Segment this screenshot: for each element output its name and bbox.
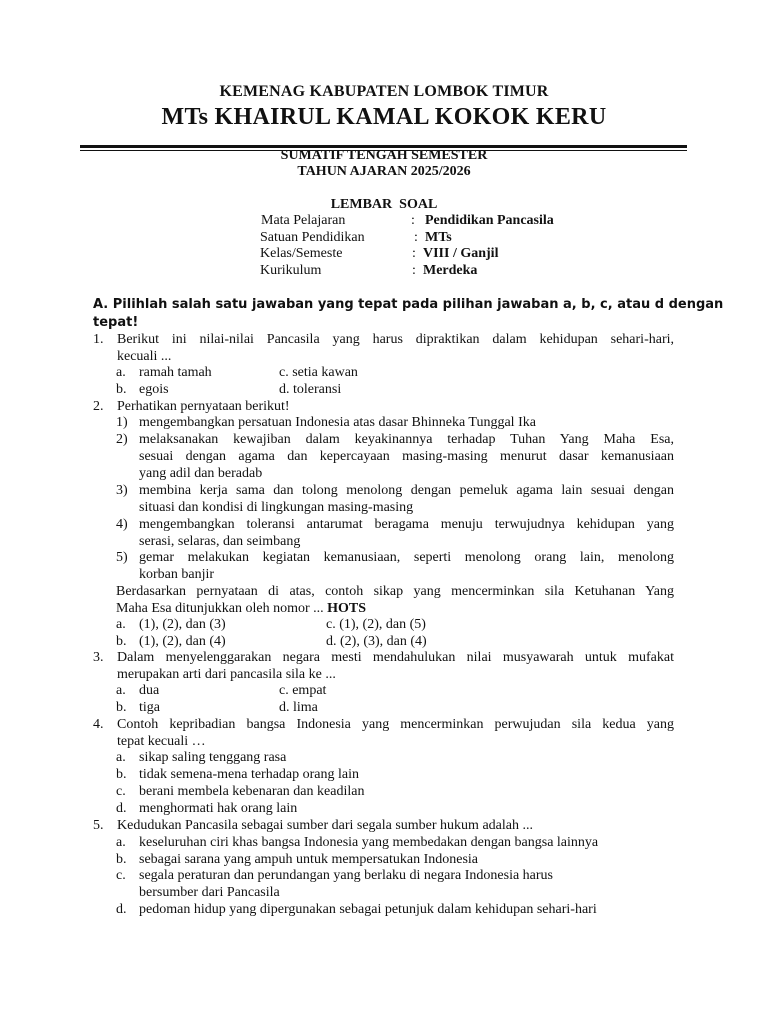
info-key: Satuan Pendidikan: [260, 230, 365, 245]
statement-line: situasi dan kondisi di lingkungan masing-masing: [139, 500, 414, 515]
question-line: Contoh kepribadian bangsa Indonesia yang mencerminkan perwujudan sila kedua yang: [117, 717, 674, 732]
info-key: Mata Pelajaran: [261, 213, 346, 228]
option-text: (1), (2), dan (3): [139, 617, 226, 632]
option-letter: a.: [116, 835, 126, 850]
question-number: 1.: [93, 332, 104, 347]
option-text: keseluruhan ciri khas bangsa Indonesia yang membedakan dengan bangsa lainnya: [139, 835, 599, 850]
statement-line: gemar melakukan kegiatan kemanusiaan, seperti menolong orang lain, menolong: [139, 550, 674, 565]
statement-line: serasi, selaras, dan seimbang: [139, 534, 301, 549]
option-letter: a.: [116, 365, 126, 380]
stem-line: Berdasarkan pernyataan di atas, contoh sikap yang mencerminkan sila Ketuhanan Yang: [116, 584, 674, 599]
info-value: MTs: [425, 230, 452, 245]
q1-option-c[interactable]: c. setia kawan: [279, 365, 358, 380]
question-text: Kedudukan Pancasila sebagai sumber dari segala sumber hukum adalah ...: [117, 818, 533, 833]
q2-option-c[interactable]: c. (1), (2), dan (5): [326, 617, 426, 632]
hots-label: HOTS: [327, 601, 367, 616]
question-number: 2.: [93, 399, 104, 414]
option-letter: a.: [116, 750, 126, 765]
option-text: egois: [139, 382, 169, 397]
option-letter: a.: [116, 683, 126, 698]
q3-option-c[interactable]: c. empat: [279, 683, 327, 698]
statement-number: 1): [116, 415, 128, 430]
statement-number: 3): [116, 483, 128, 498]
statement-line: sesuai dengan agama dan kepercayaan masing-masing menurut dasar kemanusiaan: [139, 449, 674, 464]
q1-option-d[interactable]: d. toleransi: [279, 382, 342, 397]
question-line: Dalam menyelenggarakan negara mesti mendahulukan nilai musyawarah untuk mufakat: [117, 650, 674, 665]
option-line: segala peraturan dan perundangan yang berlaku di negara Indonesia harus: [139, 868, 553, 883]
academic-year: TAHUN AJARAN 2025/2026: [297, 164, 471, 179]
option-letter: b.: [116, 852, 127, 867]
statement-number: 2): [116, 432, 128, 447]
option-text: sebagai sarana yang ampuh untuk mempersatukan Indonesia: [139, 852, 479, 867]
option-letter: b.: [116, 700, 127, 715]
option-text: ramah tamah: [139, 365, 212, 380]
info-key: Kurikulum: [260, 263, 322, 278]
q3-option-d[interactable]: d. lima: [279, 700, 318, 715]
statement-line: mengembangkan persatuan Indonesia atas dasar Bhinneka Tunggal Ika: [139, 415, 536, 430]
question-text: [117, 649, 674, 683]
info-colon: :: [412, 246, 416, 261]
info-colon: :: [414, 230, 418, 245]
question-line: kecuali ...: [117, 349, 172, 364]
question-text: Perhatikan pernyataan berikut!: [117, 399, 290, 414]
statement-number: 5): [116, 550, 128, 565]
statement-text: [139, 549, 674, 583]
option-letter: b.: [116, 382, 127, 397]
option-letter: b.: [116, 634, 127, 649]
question-line: tepat kecuali …: [117, 734, 206, 749]
info-colon: :: [411, 213, 415, 228]
option-text: dua: [139, 683, 160, 698]
section-a-instruction: [93, 296, 724, 332]
option-text: pedoman hidup yang dipergunakan sebagai petunjuk dalam kehidupan sehari-hari: [139, 902, 597, 917]
statement-line: yang adil dan beradab: [139, 466, 263, 481]
statement-line: membina kerja sama dan tolong menolong dengan pemeluk agama lain sesuai dengan: [139, 483, 674, 498]
ministry-heading: KEMENAG KABUPATEN LOMBOK TIMUR: [219, 83, 549, 100]
statement-line: melaksanakan kewajiban dalam keyakinannya terhadap Tuhan Yang Maha Esa,: [139, 432, 674, 447]
info-key: Kelas/Semeste: [260, 246, 343, 261]
stem-text: Maha Esa ditunjukkan oleh nomor ...: [116, 601, 324, 616]
question-line: merupakan arti dari pancasila sila ke ...: [117, 667, 336, 682]
statement-line: mengembangkan toleransi antarumat beragama menuju terwujudnya kehidupan yang: [139, 517, 674, 532]
exam-title: SUMATIF TENGAH SEMESTER: [280, 148, 488, 163]
statement-text: [139, 431, 674, 482]
option-letter: b.: [116, 767, 127, 782]
stem-line: [116, 600, 674, 617]
option-text: [139, 867, 553, 901]
statement-line: korban banjir: [139, 567, 215, 582]
question-text: [117, 331, 674, 365]
option-text: tidak semena-mena terhadap orang lain: [139, 767, 360, 782]
question-number: 5.: [93, 818, 104, 833]
statement-text: [139, 414, 674, 431]
option-text: berani membela kebenaran dan keadilan: [139, 784, 365, 799]
option-text: sikap saling tenggang rasa: [139, 750, 287, 765]
statement-text: [139, 482, 674, 516]
statement-text: [139, 516, 674, 550]
question-line: Berikut ini nilai-nilai Pancasila yang harus dipraktikan dalam kehidupan sehari-hari,: [117, 332, 674, 347]
option-letter: c.: [116, 868, 126, 883]
info-colon: :: [412, 263, 416, 278]
statement-number: 4): [116, 517, 128, 532]
question-number: 4.: [93, 717, 104, 732]
option-text: (1), (2), dan (4): [139, 634, 226, 649]
instruction-line: A. Pilihlah salah satu jawaban yang tepat pada pilihan jawaban a, b, c, atau d dengan: [93, 297, 724, 312]
info-value: Merdeka: [423, 263, 478, 278]
info-value: Pendidikan Pancasila: [425, 213, 554, 228]
option-text: tiga: [139, 700, 160, 715]
info-value: VIII / Ganjil: [423, 246, 499, 261]
option-letter: d.: [116, 902, 127, 917]
option-letter: a.: [116, 617, 126, 632]
option-text: menghormati hak orang lain: [139, 801, 298, 816]
option-letter: d.: [116, 801, 127, 816]
q2-option-d[interactable]: d. (2), (3), dan (4): [326, 634, 427, 649]
school-name: MTs KHAIRUL KAMAL KOKOK KERU: [161, 104, 607, 130]
sheet-title: LEMBAR SOAL: [330, 197, 438, 212]
option-line: bersumber dari Pancasila: [139, 885, 280, 900]
question-text: [117, 716, 674, 750]
question-number: 3.: [93, 650, 104, 665]
instruction-line: tepat!: [93, 315, 139, 330]
option-letter: c.: [116, 784, 126, 799]
